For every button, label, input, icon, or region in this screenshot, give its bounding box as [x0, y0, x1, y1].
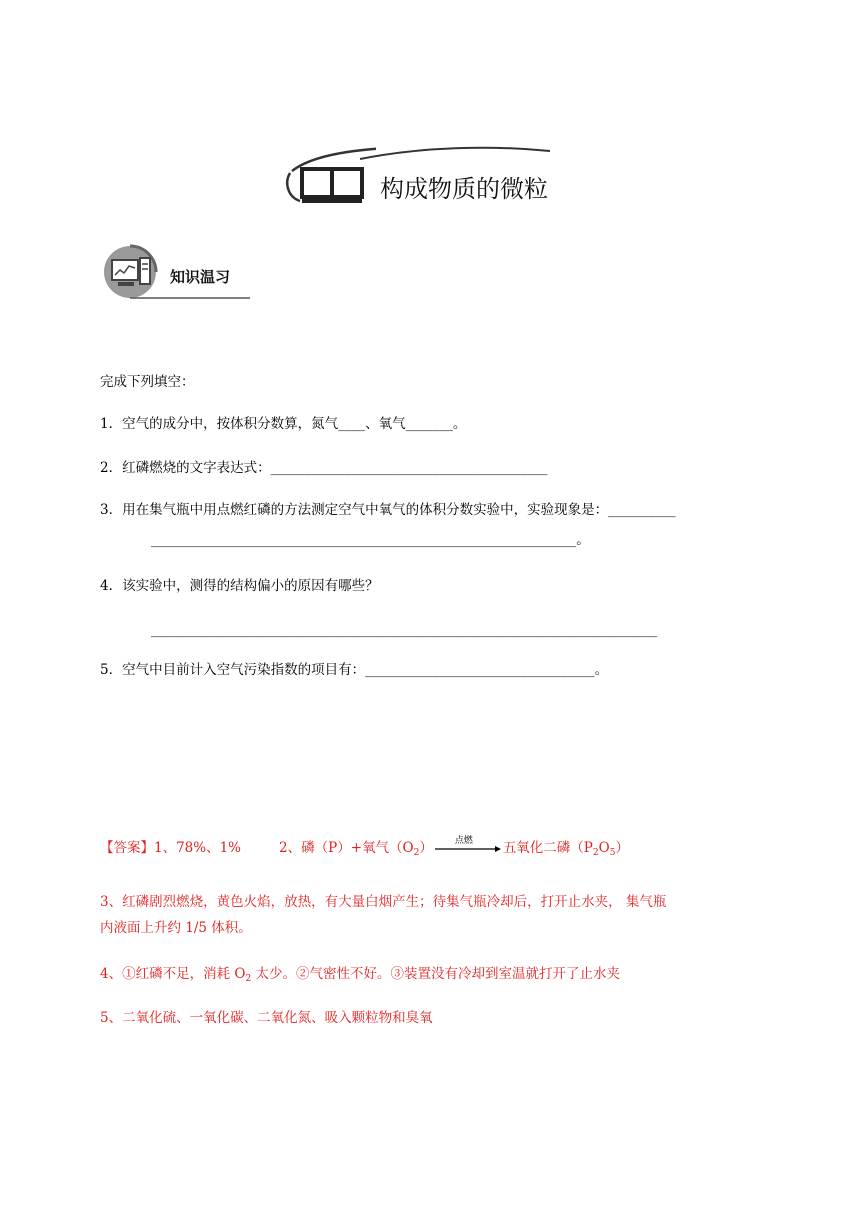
question-3: 3．用在集气瓶中用点燃红磷的方法测定空气中氧气的体积分数实验中，实验现象是：__________: [100, 502, 676, 518]
question-4-blank: ___________________________________________________________________________: [151, 622, 658, 638]
reaction-arrow: [435, 835, 501, 859]
answer-4-subscript: 2: [245, 974, 252, 984]
page-title: 构成物质的微粒: [380, 175, 548, 203]
question-1: 1．空气的成分中，按体积分数算，氮气____、氧气_______。: [100, 416, 467, 432]
answer-label: 【答案】: [100, 840, 154, 856]
answer-2-product-o: O: [598, 840, 610, 856]
question-3-continuation: _______________________________________________________________。: [151, 532, 590, 548]
answer-line-1: [100, 835, 629, 863]
title-swoosh: [360, 145, 560, 165]
answer-5: 5、二氧化硫、一氧化碳、二氧化氮、吸入颗粒物和臭氧: [100, 1010, 433, 1026]
prompt-text: 完成下列填空：: [100, 374, 195, 390]
answer-4-pre: 4、①红磷不足，消耗 O: [100, 966, 246, 982]
answer-2-reactants: 2、磷（P）+氧气（O: [279, 840, 414, 856]
answer-2-subscript: 2: [413, 848, 420, 858]
section-header: [100, 244, 260, 304]
reaction-condition: 点燃: [454, 835, 473, 846]
answer-3-line-2: 内液面上升约 1/5 体积。: [100, 920, 252, 936]
question-5: 5．空气中目前计入空气污染指数的项目有：__________________________________。: [100, 662, 609, 678]
answer-3-line-1: 3、红磷剧烈燃烧，黄色火焰，放热，有大量白烟产生；待集气瓶冷却后，打开止水夹， 集气瓶: [100, 894, 667, 910]
answer-2-product-close: ）: [615, 840, 629, 856]
title-block: [280, 143, 580, 213]
answer-2-product-sub1: 2: [592, 848, 599, 858]
question-4: 4．该实验中，测得的结构偏小的原因有哪些？: [100, 578, 379, 594]
arrow-icon: [435, 845, 501, 853]
answer-1: 1、78%、1%: [154, 840, 242, 856]
answer-2-close: ）: [419, 840, 433, 856]
answer-2-product: 五氧化二磷（P: [502, 840, 593, 856]
answer-4-post: 太少。②气密性不好。③装置没有冷却到室温就打开了止水夹: [251, 966, 620, 982]
answer-2-product-sub2: 5: [609, 848, 616, 858]
question-2: 2．红磷燃烧的文字表达式：_________________________________________: [100, 460, 548, 476]
section-title: 知识温习: [170, 268, 231, 286]
answer-4: [100, 964, 620, 989]
